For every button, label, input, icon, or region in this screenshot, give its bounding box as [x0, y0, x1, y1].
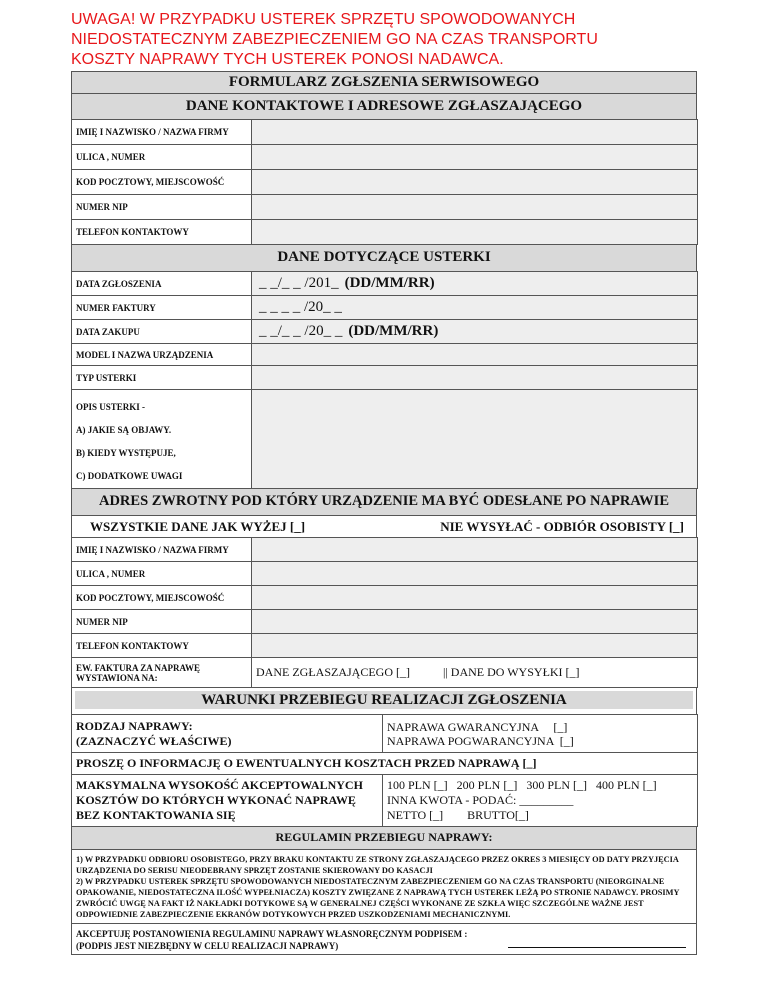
max-cost-label-1: MAKSYMALNA WYSOKOŚĆ AKCEPTOWALNYCH — [76, 778, 363, 792]
max-cost-label-3: BEZ KONTAKTOWANIA SIĘ — [76, 808, 236, 822]
return-address-table — [71, 537, 698, 688]
cost-net-gross-options[interactable]: NETTO [_] BRUTTO[_] — [387, 808, 529, 822]
warranty-repair-checkbox[interactable]: NAPRAWA GWARANCYJNA [_] — [387, 719, 568, 734]
defect-section-title: DANE DOTYCZĄCE USTERKI — [71, 245, 697, 271]
defect-type-field[interactable] — [252, 366, 698, 390]
contact-phone-label: TELEFON KONTAKTOWY — [72, 220, 252, 245]
return-phone-label: TELEFON KONTAKTOWY — [72, 634, 252, 658]
return-postal-label: KOD POCZTOWY, MIEJSCOWOŚĆ — [72, 586, 252, 610]
contact-name-field[interactable] — [252, 120, 698, 145]
defect-type-label: TYP USTERKI — [72, 366, 252, 390]
invoice-to-shipping-checkbox[interactable]: || DANE DO WYSYŁKI [_] — [442, 665, 580, 679]
purchase-date-label: DATA ZAKUPU — [72, 320, 252, 344]
repair-type-label — [72, 715, 383, 753]
report-date-label: DATA ZGŁOSZENIA — [72, 272, 252, 296]
contact-street-field[interactable] — [252, 145, 698, 170]
defect-desc-title: OPIS USTERKI - — [76, 402, 146, 412]
cost-amount-options[interactable]: 100 PLN [_] 200 PLN [_] 300 PLN [_] 400 PLN [_] — [387, 778, 657, 792]
warning-line-2: NIEDOSTATECZNYM ZABEZPIECZENIEM GO NA CZAS TRANSPORTU — [71, 31, 598, 48]
invoice-number-field[interactable] — [252, 296, 698, 320]
repair-type-label-2: (ZAZNACZYĆ WŁAŚCIWE) — [76, 733, 232, 748]
repair-type-label-1: RODZAJ NAPRAWY: — [76, 718, 193, 733]
model-field[interactable] — [252, 344, 698, 366]
model-label: MODEL I NAZWA URZĄDZENIA — [72, 344, 252, 366]
invoice-number-label: NUMER FAKTURY — [72, 296, 252, 320]
purchase-date-field[interactable] — [252, 320, 698, 344]
conditions-table — [71, 714, 698, 827]
signature-box — [71, 923, 697, 955]
conditions-title: WARUNKI PRZEBIEGU REALIZACJI ZGŁOSZENIA — [75, 691, 693, 709]
return-nip-field[interactable] — [252, 610, 698, 634]
transport-warning — [71, 10, 691, 70]
return-nip-label: NUMER NIP — [72, 610, 252, 634]
max-cost-label — [72, 775, 383, 827]
regulations-text — [71, 849, 697, 923]
return-phone-field[interactable] — [252, 634, 698, 658]
regulations-title: REGULAMIN PRZEBIEGU NAPRAWY: — [71, 827, 697, 849]
same-data-checkbox[interactable]: WSZYSTKIE DANE JAK WYŻEJ [_] — [90, 518, 306, 534]
signature-line[interactable] — [508, 947, 686, 948]
defect-table — [71, 271, 698, 489]
service-form — [71, 71, 697, 955]
report-date-format: (DD/MM/RR) — [344, 275, 435, 291]
cost-info-checkbox[interactable]: PROSZĘ O INFORMACJĘ O EWENTUALNYCH KOSZTACH PRZED NAPRAWĄ [_] — [72, 753, 698, 775]
contact-section-title: DANE KONTAKTOWE I ADRESOWE ZGŁASZAJĄCEGO — [71, 93, 697, 119]
accept-note: (PODPIS JEST NIEZBĘDNY W CELU REALIZACJI NAPRAWY) — [76, 941, 339, 951]
return-postal-field[interactable] — [252, 586, 698, 610]
contact-phone-field[interactable] — [252, 220, 698, 245]
cost-other-amount[interactable]: INNA KWOTA - PODAĆ: _________ — [387, 793, 574, 807]
post-warranty-repair-checkbox[interactable]: NAPRAWA POGWARANCYJNA [_] — [387, 733, 574, 748]
regulation-rule-2: 2) W PRZYPADKU USTEREK SPRZĘTU SPOWODOWANYCH NIEDOSTATECZNYM ZABEZPIECZENIEM GO NA CZAS TRANSPORTU (NIEORGINALNE OPAKOWANIE, NIEDOSTATECZNA ILOŚĆ WYPEŁNIACZA) KOSZTY ZWIĘZANE Z NAPRAWĄ TYCH USTEREK LEŻĄ PO STRONIE NADAWCY. PROSIMY ZWRÓCIĆ UWGĘ NA FAKT IŻ NAKŁADKI DOTYKOWE SĄ W GENERALNEJ CZĘŚCI WYKONANE ZE SZKŁA WIĘC SZCZEGÓLNE WAŻNE JEST ODPOWIEDNIE ZABEZPIECZENIE EKRANÓW DOTYKOWYCH PRZED USZKODZENIAMI MECHANICZNYMI. — [76, 877, 680, 919]
contact-postal-field[interactable] — [252, 170, 698, 195]
accept-statement: AKCEPTUJĘ POSTANOWIENIA REGULAMINU NAPRAWY WŁASNORĘCZNYM PODPISEM : — [76, 929, 468, 939]
defect-description-field[interactable] — [252, 390, 698, 489]
invoice-recipient-label: EW. FAKTURA ZA NAPRAWĘ WYSTAWIONA NA: — [72, 658, 252, 688]
max-cost-options — [383, 775, 698, 827]
contact-nip-field[interactable] — [252, 195, 698, 220]
defect-desc-c: C) DODATKOWE UWAGI — [76, 471, 183, 481]
contact-name-label: IMIĘ I NAZWISKO / NAZWA FIRMY — [72, 120, 252, 145]
return-street-label: ULICA , NUMER — [72, 562, 252, 586]
invoice-to-reporter-checkbox[interactable]: DANE ZGŁASZAJĄCEGO [_] — [256, 665, 410, 679]
invoice-recipient-options — [252, 658, 698, 688]
report-date-field[interactable] — [252, 272, 698, 296]
purchase-date-value: _ _/_ _ /20_ _ — [259, 323, 343, 339]
contact-postal-label: KOD POCZTOWY, MIEJSCOWOŚĆ — [72, 170, 252, 195]
warning-line-1: UWAGA! W PRZYPADKU USTEREK SPRZĘTU SPOWODOWANYCH — [71, 11, 576, 28]
return-street-field[interactable] — [252, 562, 698, 586]
defect-desc-b: B) KIEDY WYSTĘPUJE, — [76, 448, 176, 458]
defect-desc-a: A) JAKIE SĄ OBJAWY. — [76, 425, 172, 435]
form-title: FORMULARZ ZGŁSZENIA SERWISOWEGO — [71, 71, 697, 93]
contact-street-label: ULICA , NUMER — [72, 145, 252, 170]
contact-nip-label: NUMER NIP — [72, 195, 252, 220]
max-cost-label-2: KOSZTÓW DO KTÓRYCH WYKONAĆ NAPRAWĘ — [76, 793, 356, 807]
report-date-value: _ _/_ _ /201_ — [259, 275, 339, 291]
regulation-rule-1: 1) W PRZYPADKU ODBIORU OSOBISTEGO, PRZY BRAKU KONTAKTU ZE STRONY ZGŁASZAJĄCEGO PRZEZ OKRES 3 MIESIĘCY OD DATY PRZYJĘCIA URZĄDZENIA DO SERISU NIEODEBRANY SPRZĘT ZOSTANIE SKIEROWANY DO KASACJI — [76, 855, 679, 875]
defect-description-label — [72, 390, 252, 489]
warning-line-3: KOSZTY NAPRAWY TYCH USTEREK PONOSI NADAWCA. — [71, 51, 504, 68]
return-name-label: IMIĘ I NAZWISKO / NAZWA FIRMY — [72, 538, 252, 562]
return-options — [71, 515, 697, 537]
invoice-number-value: _ _ _ _ /20_ _ — [259, 299, 342, 315]
no-ship-checkbox[interactable]: NIE WYSYŁAĆ - ODBIÓR OSOBISTY [_] — [440, 518, 684, 534]
repair-type-options — [383, 715, 698, 753]
contact-table — [71, 119, 698, 245]
conditions-title-bar — [71, 688, 697, 714]
return-address-title: ADRES ZWROTNY POD KTÓRY URZĄDZENIE MA BYĆ ODESŁANE PO NAPRAWIE — [71, 489, 697, 515]
return-name-field[interactable] — [252, 538, 698, 562]
purchase-date-format: (DD/MM/RR) — [348, 323, 439, 339]
